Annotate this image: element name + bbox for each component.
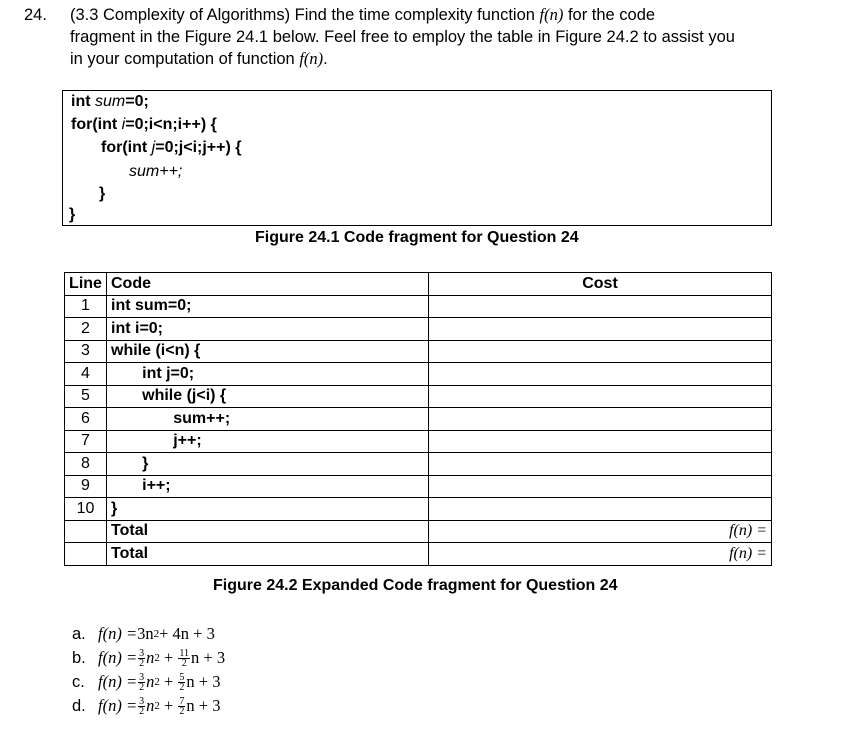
question-fn-1: f(n) <box>539 5 564 24</box>
row-line-number: 8 <box>65 453 107 476</box>
table-header-row <box>65 273 772 296</box>
total-value[interactable]: f(n) = <box>429 520 772 543</box>
row-cost-cell[interactable] <box>429 295 772 318</box>
table-row <box>65 363 772 386</box>
table-row <box>65 408 772 431</box>
option-a[interactable]: a. f(n) = 3n 2 + 4n + 3 <box>72 622 225 646</box>
row-line-number: 4 <box>65 363 107 386</box>
question-fn-2: f(n) <box>299 49 324 68</box>
answer-options <box>72 622 225 718</box>
question-line1b: for the code <box>563 6 656 24</box>
row-line-number: 3 <box>65 340 107 363</box>
row-code: j++; <box>107 430 429 453</box>
question-line3 <box>24 48 834 70</box>
option-label: d. <box>72 697 86 715</box>
code-line-4: sum++; <box>129 163 183 180</box>
header-code: Code <box>107 273 429 296</box>
code-line-3: for(int j=0;j<i;j++) { <box>101 139 242 156</box>
option-label: a. <box>72 625 86 643</box>
row-line-number: 2 <box>65 318 107 341</box>
row-code: int j=0; <box>107 363 429 386</box>
expanded-code-table <box>64 272 772 566</box>
row-line-number: 1 <box>65 295 107 318</box>
option-b[interactable]: b. f(n) = $\frac{3}{2}$ n 2 + $\frac{11}{2}$ n + 3 <box>72 647 226 669</box>
question-text <box>24 4 834 70</box>
table-row <box>65 385 772 408</box>
question-number: 24. <box>24 6 47 24</box>
option-label: c. <box>72 673 85 691</box>
code-line-6: } <box>69 206 76 223</box>
row-cost-cell[interactable] <box>429 430 772 453</box>
option-label: b. <box>72 649 86 667</box>
code-line-5: } <box>99 185 106 202</box>
code-line-2: for(int i=0;i<n;i++) { <box>71 116 217 133</box>
table-row <box>65 475 772 498</box>
question-line2: fragment in the Figure 24.1 below. Feel free to employ the table in Figure 24.2 to assist you <box>70 28 735 46</box>
total-label: Total <box>107 520 429 543</box>
row-cost-cell[interactable] <box>429 498 772 521</box>
row-line-number: 9 <box>65 475 107 498</box>
row-cost-cell[interactable] <box>429 363 772 386</box>
row-cost-cell[interactable] <box>429 475 772 498</box>
row-code: sum++; <box>107 408 429 431</box>
row-code: int i=0; <box>107 318 429 341</box>
table-row <box>65 318 772 341</box>
total-label: Total <box>107 543 429 566</box>
total-row <box>65 520 772 543</box>
figure-24-1-caption: Figure 24.1 Code fragment for Question 24 <box>255 229 579 246</box>
row-code: } <box>107 498 429 521</box>
row-line-number: 6 <box>65 408 107 431</box>
header-cost: Cost <box>429 273 772 296</box>
question-line3a: in your computation of function <box>70 50 300 68</box>
table-row <box>65 430 772 453</box>
row-code: while (i<n) { <box>107 340 429 363</box>
question-line1a: (3.3 Complexity of Algorithms) Find the time complexity function <box>70 6 540 24</box>
row-line-number: 5 <box>65 385 107 408</box>
table-row <box>65 498 772 521</box>
row-cost-cell[interactable] <box>429 385 772 408</box>
row-line-number: 7 <box>65 430 107 453</box>
row-code: } <box>107 453 429 476</box>
code-fragment-box <box>62 90 772 226</box>
row-cost-cell[interactable] <box>429 318 772 341</box>
code-line-1: int sum=0; <box>71 93 149 110</box>
table-row <box>65 340 772 363</box>
header-line: Line <box>65 273 107 296</box>
row-code: i++; <box>107 475 429 498</box>
table-row <box>65 453 772 476</box>
row-cost-cell[interactable] <box>429 453 772 476</box>
table-row <box>65 295 772 318</box>
option-c[interactable]: c. f(n) = $\frac{3}{2}$ n 2 + $\frac{5}{2}$ n + 3 <box>72 671 221 693</box>
question-line3b: . <box>323 50 328 68</box>
total-value[interactable]: f(n) = <box>429 543 772 566</box>
row-code: while (j<i) { <box>107 385 429 408</box>
total-row <box>65 543 772 566</box>
row-code: int sum=0; <box>107 295 429 318</box>
option-d[interactable]: d. f(n) = $\frac{3}{2}$ n 2 + $\frac{7}{2}$ n + 3 <box>72 695 221 717</box>
row-line-number: 10 <box>65 498 107 521</box>
row-cost-cell[interactable] <box>429 408 772 431</box>
figure-24-2-caption: Figure 24.2 Expanded Code fragment for Question 24 <box>213 577 618 594</box>
row-cost-cell[interactable] <box>429 340 772 363</box>
